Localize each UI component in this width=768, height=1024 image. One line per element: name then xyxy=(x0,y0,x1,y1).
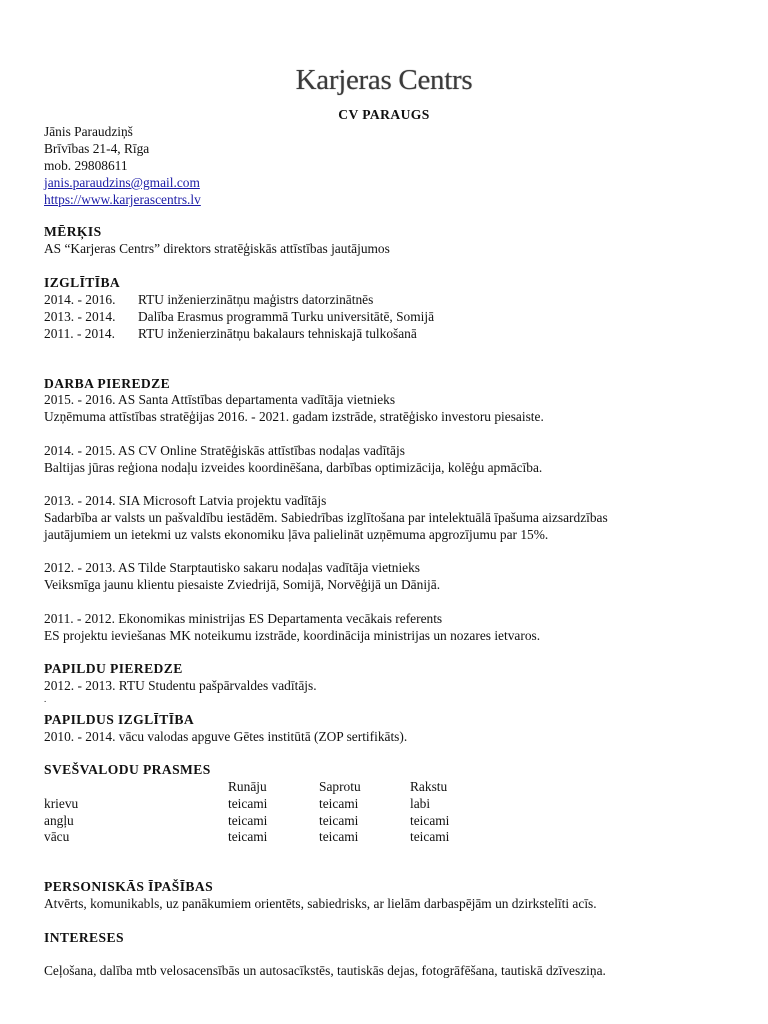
job-title: 2014. - 2015. AS CV Online Stratēģiskās attīstības nodaļas vadītājs xyxy=(44,443,405,458)
job-description: Baltijas jūras reģiona nodaļu izveides koordinēšana, darbības optimizācija, kolēģu apmācība. xyxy=(44,460,543,475)
education-item xyxy=(44,325,417,342)
contact-website-link[interactable]: https://www.karjerascentrs.lv xyxy=(44,192,201,207)
stray-dot: . xyxy=(44,694,47,704)
experience-heading: DARBA PIEREDZE xyxy=(44,376,171,391)
extra-education-text: 2010. - 2014. vācu valodas apguve Gētes institūtā (ZOP sertifikāts). xyxy=(44,729,408,744)
language-name: krievu xyxy=(44,796,79,811)
job-description: Veiksmīga jaunu klientu piesaiste Zviedrijā, Somijā, Norvēģijā un Dānijā. xyxy=(44,577,441,592)
education-dates: 2013. - 2014. xyxy=(44,309,116,324)
extra-experience-heading: PAPILDU PIEREDZE xyxy=(44,661,183,676)
column-header: Runāju xyxy=(228,779,267,794)
goal-text: AS “Karjeras Centrs” direktors stratēģiskās attīstības jautājumos xyxy=(44,241,390,256)
extra-experience-text: 2012. - 2013. RTU Studentu pašpārvaldes vadītājs. xyxy=(44,678,317,693)
job-title: 2013. - 2014. SIA Microsoft Latvia projektu vadītājs xyxy=(44,493,327,508)
language-name: angļu xyxy=(44,813,74,828)
language-level: teicami xyxy=(228,829,268,844)
language-level: teicami xyxy=(319,796,359,811)
extra-education-heading: PAPILDUS IZGLĪTĪBA xyxy=(44,712,195,727)
job-title: 2011. - 2012. Ekonomikas ministrijas ES Departamenta vecākais referents xyxy=(44,611,443,626)
language-level: teicami xyxy=(410,813,450,828)
job-description: Sadarbība ar valsts un pašvaldību iestādēm. Sabiedrības izglītošana par intelektuālā īpašuma aizsardzības xyxy=(44,510,608,525)
contact-email-link[interactable]: janis.paraudzins@gmail.com xyxy=(44,175,200,190)
language-level: teicami xyxy=(319,813,359,828)
job-description: ES projektu ieviešanas MK noteikumu izstrāde, koordinācija ministrijas un nozares ietvaros. xyxy=(44,628,541,643)
document-title: CV PARAUGS xyxy=(338,107,430,122)
personal-text: Atvērts, komunikabls, uz panākumiem orientēts, sabiedrisks, ar lielām darbaspējām un dzirkstelīti acīs. xyxy=(44,896,597,911)
job-description: Uzņēmuma attīstības stratēģijas 2016. - 2021. gadam izstrāde, stratēģisko investoru piesaiste. xyxy=(44,409,544,424)
language-level: teicami xyxy=(319,829,359,844)
language-level: labi xyxy=(410,796,431,811)
job-description: jautājumiem un ietekmi uz valsts ekonomiku ļāva palielināt uzņēmuma apgrozījumu par 15%. xyxy=(44,527,549,542)
contact-address: Brīvības 21-4, Rīga xyxy=(44,141,150,156)
column-header: Saprotu xyxy=(319,779,361,794)
personal-heading: PERSONISKĀS ĪPAŠĪBAS xyxy=(44,879,214,894)
languages-heading: SVEŠVALODU PRASMES xyxy=(44,762,211,777)
education-text: RTU inženierzinātņu maģistrs datorzinātnēs xyxy=(138,292,374,307)
education-item xyxy=(44,291,373,308)
interests-heading: INTERESES xyxy=(44,930,124,945)
language-level: teicami xyxy=(410,829,450,844)
education-text: RTU inženierzinātņu bakalaurs tehniskajā tulkošanā xyxy=(138,326,417,341)
education-dates: 2014. - 2016. xyxy=(44,292,116,307)
language-name: vācu xyxy=(44,829,70,844)
goal-heading: MĒRĶIS xyxy=(44,224,102,239)
education-item xyxy=(44,308,434,325)
karjeras-centrs-logo: Karjeras Centrs xyxy=(295,64,473,96)
education-text: Dalība Erasmus programmā Turku universitātē, Somijā xyxy=(138,309,435,324)
contact-phone: mob. 29808611 xyxy=(44,158,128,173)
interests-text: Ceļošana, dalība mtb velosacensībās un autosacīkstēs, tautiskās dejas, fotogrāfēšana, tautiskā dzīvesziņa. xyxy=(44,963,606,978)
education-dates: 2011. - 2014. xyxy=(44,326,115,341)
job-title: 2012. - 2013. AS Tilde Starptautisko sakaru nodaļas vadītāja vietnieks xyxy=(44,560,421,575)
column-header: Rakstu xyxy=(410,779,448,794)
language-level: teicami xyxy=(228,813,268,828)
language-level: teicami xyxy=(228,796,268,811)
education-heading: IZGLĪTĪBA xyxy=(44,275,121,290)
contact-name: Jānis Paraudziņš xyxy=(44,124,133,139)
job-title: 2015. - 2016. AS Santa Attīstības departamenta vadītāja vietnieks xyxy=(44,392,396,407)
